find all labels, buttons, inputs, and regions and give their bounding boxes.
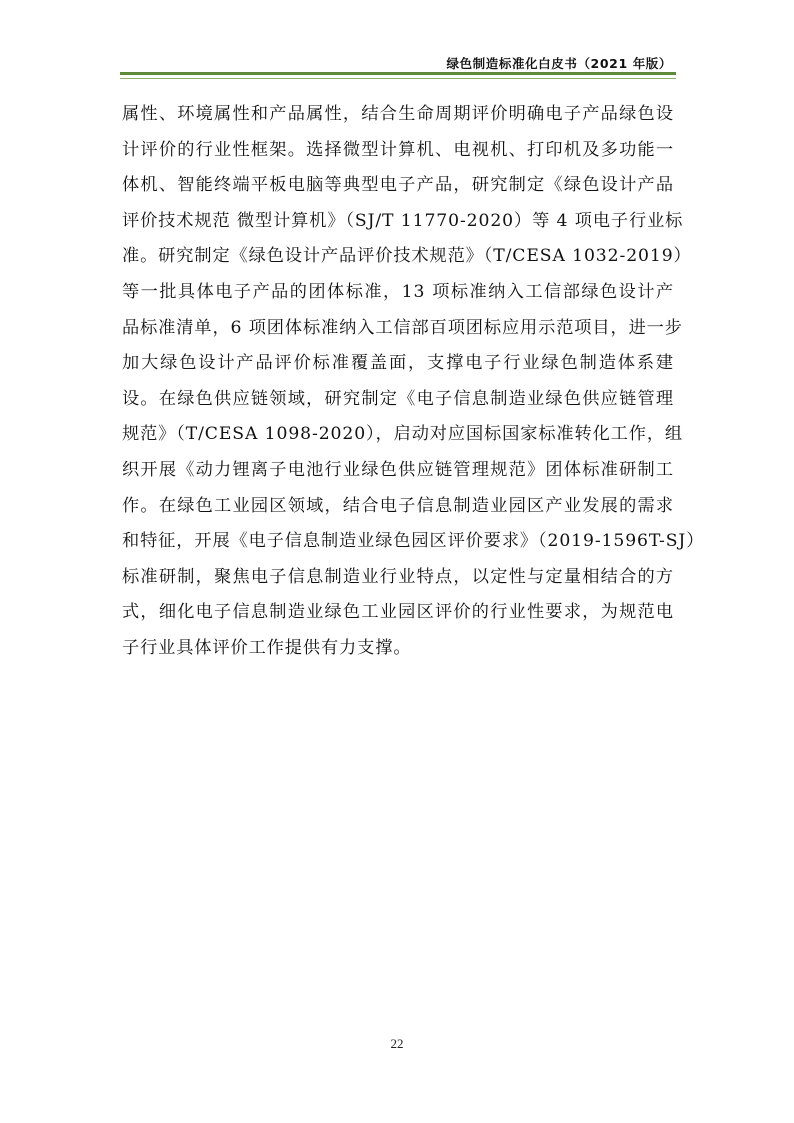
- body-line: 体机、智能终端平板电脑等典型电子产品，研究制定《绿色设计产品: [122, 175, 674, 196]
- body-paragraph: [122, 97, 705, 667]
- body-line: 和特征，开展《电子信息制造业绿色园区评价要求》（2019-1596T-SJ）: [122, 531, 705, 552]
- body-line: 标准研制，聚焦电子信息制造业行业特点，以定性与定量相结合的方: [122, 566, 674, 587]
- header-rule-thick: [120, 72, 676, 75]
- body-line: 作。在绿色工业园区领域，结合电子信息制造业园区产业发展的需求: [122, 495, 674, 516]
- body-line: 等一批具体电子产品的团体标准，13 项标准纳入工信部绿色设计产: [122, 281, 674, 302]
- body-line: 设。在绿色供应链领域，研究制定《电子信息制造业绿色供应链管理: [122, 388, 674, 409]
- body-line: 加大绿色设计产品评价标准覆盖面，支撑电子行业绿色制造体系建: [122, 353, 674, 374]
- body-line: 子行业具体评价工作提供有力支撑。: [122, 637, 412, 658]
- body-line: 品标准清单，6 项团体标准纳入工信部百项团标应用示范项目，进一步: [122, 317, 683, 338]
- body-line: 式，细化电子信息制造业绿色工业园区评价的行业性要求，为规范电: [122, 602, 674, 623]
- running-header-title: 绿色制造标准化白皮书（2021 年版）: [446, 56, 672, 71]
- page-number: 22: [390, 1036, 404, 1051]
- body-line: 准。研究制定《绿色设计产品评价技术规范》（T/CESA 1032-2019）: [122, 246, 692, 267]
- body-line: 计评价的行业性框架。选择微型计算机、电视机、打印机及多功能一: [122, 139, 674, 160]
- body-line: 织开展《动力锂离子电池行业绿色供应链管理规范》团体标准研制工: [122, 459, 674, 480]
- body-line: 属性、环境属性和产品属性，结合生命周期评价明确电子产品绿色设: [122, 104, 674, 124]
- header-rule-thin: [120, 78, 676, 79]
- body-line: 评价技术规范 微型计算机》（SJ/T 11770-2020）等 4 项电子行业标: [122, 210, 684, 231]
- body-line: 规范》（T/CESA 1098-2020），启动对应国标国家标准转化工作，组: [122, 424, 684, 445]
